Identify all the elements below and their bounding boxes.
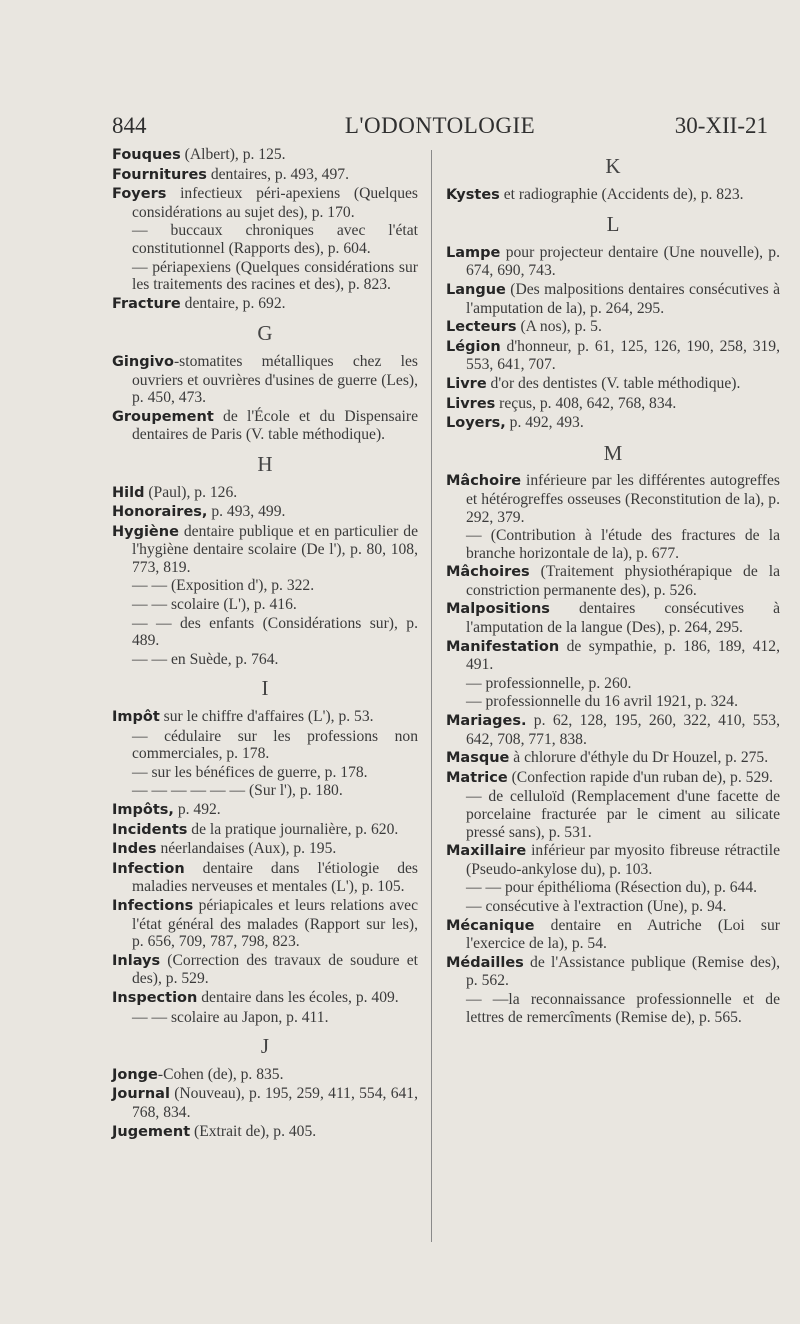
index-entry <box>112 840 418 859</box>
section-letter: K <box>605 154 621 178</box>
entry-text: et radiographie (Accidents de), p. 823. <box>499 185 744 203</box>
entry-headword: Kystes <box>446 186 500 203</box>
index-entry <box>446 563 780 599</box>
entry-headword: Hygiène <box>112 523 179 540</box>
entry-text: reçus, p. 408, 642, 768, 834. <box>495 394 677 412</box>
entry-headword: Foyers <box>112 186 167 203</box>
entry-text: dentaire, p. 692. <box>180 294 286 312</box>
journal-title: L'ODONTOLOGIE <box>344 113 536 138</box>
entry-text: (Extrait de), p. 405. <box>190 1122 317 1140</box>
entry-text: (Albert), p. 125. <box>180 146 286 163</box>
index-subentry: — professionnelle, p. 260. <box>466 674 632 692</box>
entry-text: (Paul), p. 126. <box>144 483 238 501</box>
index-subentry: — — — — — — (Sur l'), p. 180. <box>132 782 343 800</box>
entry-headword: Loyers, <box>446 415 506 432</box>
index-entry <box>112 408 418 444</box>
entry-headword: Gingivo <box>112 353 174 370</box>
entry-text: périapicales et leurs relations avec l'état général des malades (Rapport sur les), p. 656, 709, 787, 798, 823. <box>132 896 418 951</box>
index-entry <box>446 712 780 748</box>
index-entry <box>446 638 780 674</box>
entry-text: dentaire dans les écoles, p. 409. <box>197 988 399 1006</box>
entry-headword: Lampe <box>446 244 501 261</box>
index-entry <box>446 281 780 317</box>
section-letter: H <box>257 451 273 476</box>
index-entry <box>446 749 780 768</box>
entry-headword: Impôts, <box>112 802 174 818</box>
index-entry <box>446 318 780 337</box>
index-entry <box>112 821 418 840</box>
index-subentry: — de celluloïd (Remplacement d'une facette de porcelaine fracturée par le ciment au silicate pressé sans), p. 531. <box>466 788 780 841</box>
index-subentry: — professionnelle du 16 avril 1921, p. 324. <box>466 693 738 711</box>
index-entry <box>112 295 418 314</box>
section-letter: J <box>260 1034 270 1059</box>
entry-headword: Livres <box>446 395 496 412</box>
column-divider <box>431 150 432 1242</box>
entry-text: p. 62, 128, 195, 260, 322, 410, 553, 642, 708, 771, 838. <box>466 712 780 748</box>
index-subentry: — — scolaire (L'), p. 416. <box>132 596 297 614</box>
entry-headword: Mariages. <box>446 713 527 730</box>
entry-headword: Livre <box>446 375 487 392</box>
section-letter: L <box>606 212 620 237</box>
index-entry <box>112 952 418 988</box>
index-entry <box>112 708 418 727</box>
index-entry <box>446 375 780 394</box>
entry-headword: Indes <box>112 841 157 858</box>
entry-headword: Fouques <box>112 147 181 163</box>
entry-text: infectieux péri-apexiens (Quelques considérations au sujet des), p. 170. <box>132 185 418 221</box>
section-letter: I <box>261 676 269 701</box>
index-subentry: — — scolaire au Japon, p. 411. <box>132 1008 329 1026</box>
index-entry <box>446 244 780 280</box>
index-entry <box>112 185 418 221</box>
entry-text: p. 492. <box>173 801 221 818</box>
entry-text: dentaire publique et en particulier de l'hygiène dentaire scolaire (De l'), p. 80, 108, 773, 819. <box>132 522 418 576</box>
index-entry <box>446 842 780 878</box>
entry-headword: Jugement <box>112 1123 191 1140</box>
index-entry <box>112 801 418 820</box>
entry-text: (Nouveau), p. 195, 259, 411, 554, 641, 768, 834. <box>132 1085 418 1121</box>
index-subentry: — (Contribution à l'étude des fractures de la branche horizontale de la), p. 677. <box>466 527 780 562</box>
index-subentry: — — pour épithélioma (Résection du), p. 644. <box>466 879 758 897</box>
entry-text: p. 492, 493. <box>505 414 584 432</box>
index-entry <box>112 1085 418 1121</box>
index-subentry: — — (Exposition d'), p. 322. <box>132 577 315 595</box>
entry-text: (Traitement physiothérapique de la constriction permanente des), p. 526. <box>466 563 780 599</box>
entry-text: inférieur par myosito fibreuse rétractile (Pseudo-ankylose du), p. 103. <box>466 842 780 878</box>
entry-headword: Lecteurs <box>446 319 517 336</box>
page-number: 844 <box>112 113 147 138</box>
entry-headword: Malpositions <box>446 601 550 618</box>
entry-headword: Honoraires, <box>112 504 208 521</box>
entry-headword: Inspection <box>112 989 198 1006</box>
index-subentry: — buccaux chroniques avec l'état constitutionnel (Rapports des), p. 604. <box>132 222 418 257</box>
entry-headword: Incidents <box>112 821 188 838</box>
entry-text: dentaires consécutives à l'amputation de la langue (Des), p. 264, 295. <box>466 600 780 637</box>
entry-headword: Impôt <box>112 709 160 726</box>
index-subentry: — — en Suède, p. 764. <box>132 650 279 668</box>
entry-headword: Jonge <box>112 1066 158 1083</box>
index-entry <box>112 353 418 407</box>
entry-headword: Mâchoire <box>446 473 522 490</box>
running-header <box>112 113 768 143</box>
index-entry <box>446 600 780 636</box>
index-entry <box>446 186 780 205</box>
entry-headword: Légion <box>446 338 501 355</box>
entry-text: dentaires, p. 493, 497. <box>206 165 349 183</box>
entry-text: de sympathie, p. 186, 189, 412, 491. <box>466 637 780 674</box>
entry-headword: Infection <box>112 860 185 877</box>
entry-text: de l'École et du Dispensaire dentaires de Paris (V. table méthodique). <box>132 407 418 444</box>
entry-headword: Mécanique <box>446 917 535 934</box>
index-subentry: — sur les bénéfices de guerre, p. 178. <box>132 763 368 781</box>
index-entry <box>112 484 418 503</box>
right-column <box>446 146 780 1027</box>
entry-headword: Masque <box>446 750 510 767</box>
entry-headword: Langue <box>446 281 506 298</box>
entry-text: dentaire dans l'étiologie des maladies nerveuses et mentales (L'), p. 105. <box>132 859 418 896</box>
index-subentry: — — des enfants (Considérations sur), p. 489. <box>132 614 418 650</box>
left-column <box>112 146 418 1142</box>
index-subentry: — —la reconnaissance professionnelle et de lettres de remercîments (Remise de), p. 565. <box>466 990 780 1026</box>
index-entry <box>112 503 418 522</box>
index-entry <box>112 1066 418 1085</box>
index-entry <box>446 472 780 526</box>
entry-text: de l'Assistance publique (Remise des), p. 562. <box>466 953 780 990</box>
entry-headword: Inlays <box>112 952 161 969</box>
entry-text: à chlorure d'éthyle du Dr Houzel, p. 275. <box>509 749 769 767</box>
entry-headword: Fracture <box>112 295 181 312</box>
entry-text: d'or des dentistes (V. table méthodique). <box>486 374 741 392</box>
entry-text: d'honneur, p. 61, 125, 126, 190, 258, 319, 553, 641, 707. <box>466 337 780 374</box>
index-entry <box>446 338 780 374</box>
entry-text: (A nos), p. 5. <box>516 318 602 336</box>
entry-text: (Correction des travaux de soudure et des), p. 529. <box>132 951 418 988</box>
entry-text: sur le chiffre d'affaires (L'), p. 53. <box>159 708 374 726</box>
entry-text: inférieure par les différentes autogreffes et hétérogreffes osseuses (Reconstitution de la), p. 292, 379. <box>466 472 780 526</box>
entry-text: dentaire en Autriche (Loi sur l'exercice de la), p. 54. <box>466 916 780 953</box>
index-entry <box>112 860 418 896</box>
entry-text: -Cohen (de), p. 835. <box>157 1065 284 1083</box>
entry-headword: Groupement <box>112 408 214 425</box>
entry-headword: Manifestation <box>446 638 560 655</box>
index-subentry: — consécutive à l'extraction (Une), p. 94. <box>466 897 727 915</box>
entry-headword: Journal <box>112 1086 170 1103</box>
index-entry <box>446 954 780 990</box>
entry-headword: Maxillaire <box>446 843 527 860</box>
index-entry <box>446 769 780 788</box>
index-entry <box>112 166 418 185</box>
index-subentry: — périapexiens (Quelques considérations sur les traitements des racines et des), p. 823. <box>132 258 418 294</box>
entry-headword: Mâchoires <box>446 564 530 581</box>
entry-headword: Fournitures <box>112 166 207 183</box>
index-entry <box>446 414 780 433</box>
entry-headword: Hild <box>112 484 145 501</box>
index-entry <box>112 146 418 165</box>
index-entry <box>446 395 780 414</box>
entry-headword: Infections <box>112 897 194 914</box>
section-letter: G <box>257 321 273 346</box>
section-letter: M <box>603 440 623 465</box>
entry-text: pour projecteur dentaire (Une nouvelle), p. 674, 690, 743. <box>466 243 780 280</box>
entry-text: (Confection rapide d'un ruban de), p. 529. <box>507 768 773 786</box>
index-entry <box>112 1123 418 1142</box>
issue-date: 30-XII-21 <box>674 113 768 138</box>
entry-text: -stomatites métalliques chez les ouvriers et ouvrières d'usines de guerre (Les), p. 450, 473. <box>132 352 418 407</box>
index-subentry: — cédulaire sur les professions non commerciales, p. 178. <box>132 727 418 763</box>
index-entry <box>112 897 418 951</box>
index-entry <box>446 917 780 953</box>
entry-headword: Matrice <box>446 769 508 786</box>
entry-text: p. 493, 499. <box>207 503 286 521</box>
index-entry <box>112 989 418 1008</box>
entry-text: de la pratique journalière, p. 620. <box>187 820 399 838</box>
index-entry <box>112 523 418 577</box>
entry-text: (Des malpositions dentaires consécutives à l'amputation de la), p. 264, 295. <box>466 280 780 317</box>
entry-text: néerlandaises (Aux), p. 195. <box>156 840 337 858</box>
entry-headword: Médailles <box>446 954 524 971</box>
